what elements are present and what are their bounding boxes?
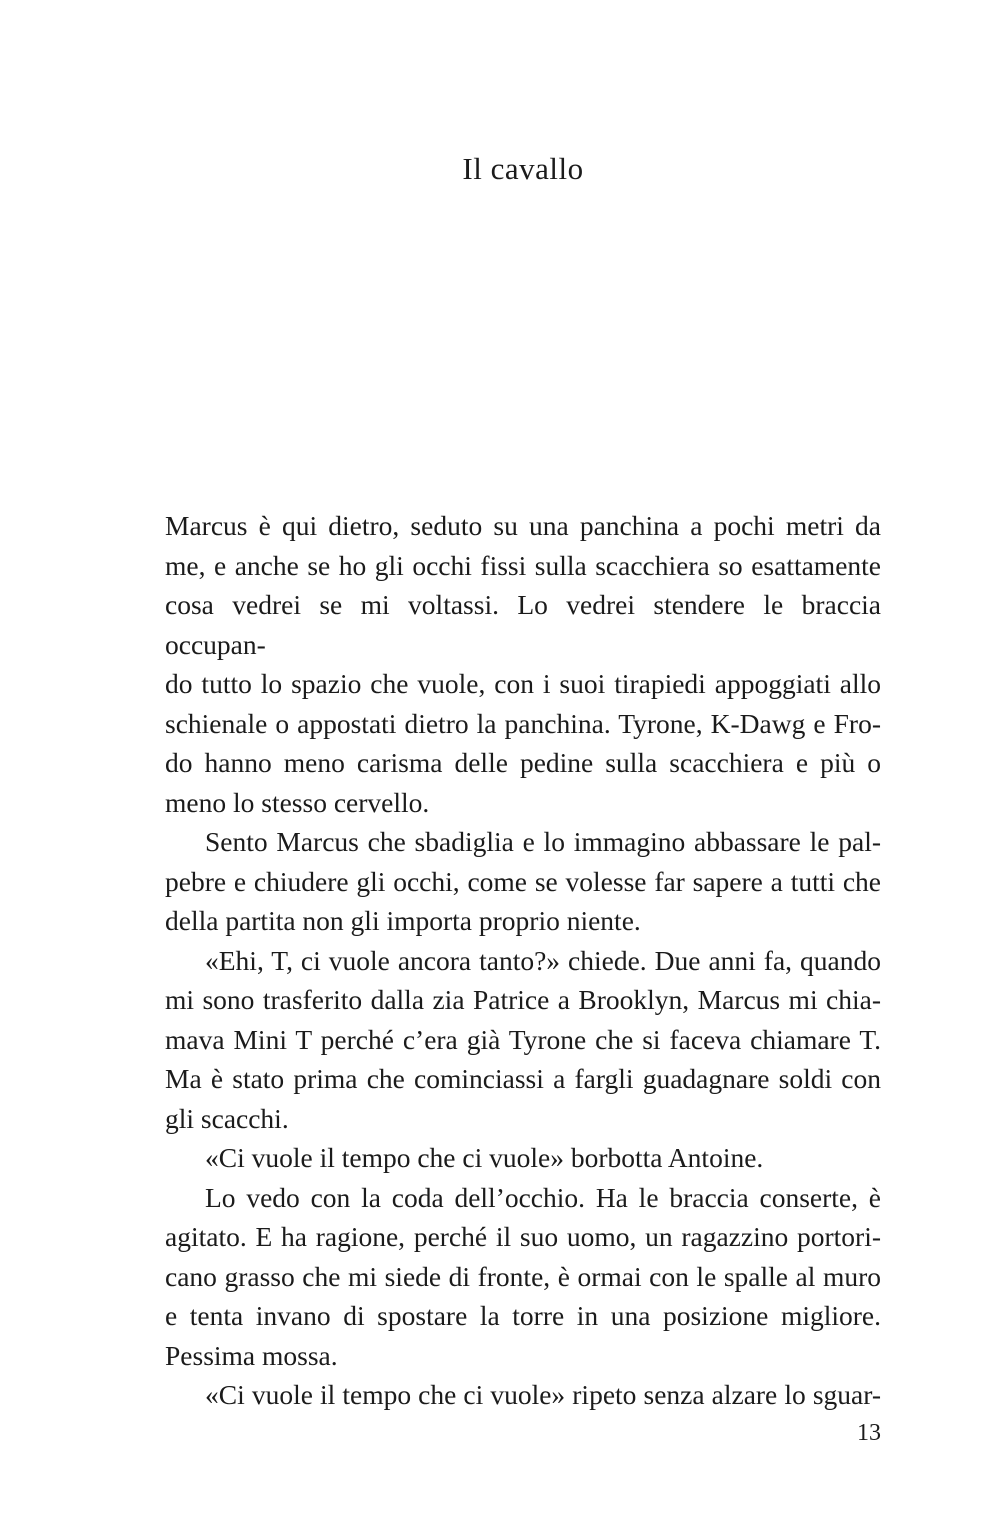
text-line: cosa vedrei se mi voltassi. Lo vedrei stendere le braccia occupan- (165, 589, 881, 660)
body-text-block (165, 506, 881, 1415)
text-line: e tenta invano di spostare la torre in una posizione migliore. (165, 1300, 881, 1331)
text-line: do tutto lo spazio che vuole, con i suoi tirapiedi appoggiati allo (165, 668, 881, 699)
chapter-title: Il cavallo (462, 151, 584, 186)
text-line: Ma è stato prima che cominciassi a fargli guadagnare soldi con (165, 1063, 881, 1094)
text-line: «Ehi, T, ci vuole ancora tanto?» chiede. Due anni fa, quando (205, 944, 881, 976)
text-line: «Ci vuole il tempo che ci vuole» borbotta Antoine. (205, 1142, 764, 1173)
text-line: pebre e chiudere gli occhi, come se volesse far sapere a tutti che (165, 865, 881, 897)
page-number: 13 (857, 1420, 881, 1446)
paragraph (165, 506, 881, 822)
text-line: agitato. E ha ragione, perché il suo uomo, un ragazzino portori- (165, 1221, 881, 1252)
paragraph (165, 1178, 881, 1376)
text-line: mi sono trasferito dalla zia Patrice a Brooklyn, Marcus mi chia- (165, 984, 881, 1015)
text-line: schienale o appostati dietro la panchina. Tyrone, K-Dawg e Fro- (165, 707, 881, 739)
text-line: Sento Marcus che sbadiglia e lo immagino abbassare le pal- (205, 826, 881, 857)
text-line: «Ci vuole il tempo che ci vuole» ripeto senza alzare lo sguar- (205, 1379, 881, 1410)
text-line: della partita non gli importa proprio niente. (165, 905, 641, 936)
text-line: meno lo stesso cervello. (165, 786, 430, 818)
text-line: me, e anche se ho gli occhi fissi sulla scacchiera so esattamente (165, 549, 881, 581)
paragraph (165, 1138, 881, 1178)
text-line: mava Mini T perché c’era già Tyrone che si faceva chiamare T. (165, 1023, 881, 1055)
paragraph (165, 1375, 881, 1415)
paragraph (165, 822, 881, 941)
text-line: cano grasso che mi siede di fronte, è ormai con le spalle al muro (165, 1260, 881, 1292)
text-line: Marcus è qui dietro, seduto su una panchina a pochi metri da (165, 510, 881, 541)
text-line: do hanno meno carisma delle pedine sulla scacchiera e più o (165, 747, 881, 778)
text-line: Lo vedo con la coda dell’occhio. Ha le braccia conserte, è (205, 1181, 881, 1213)
text-line: Pessima mossa. (165, 1339, 338, 1371)
paragraph (165, 941, 881, 1139)
text-line: gli scacchi. (165, 1102, 289, 1134)
